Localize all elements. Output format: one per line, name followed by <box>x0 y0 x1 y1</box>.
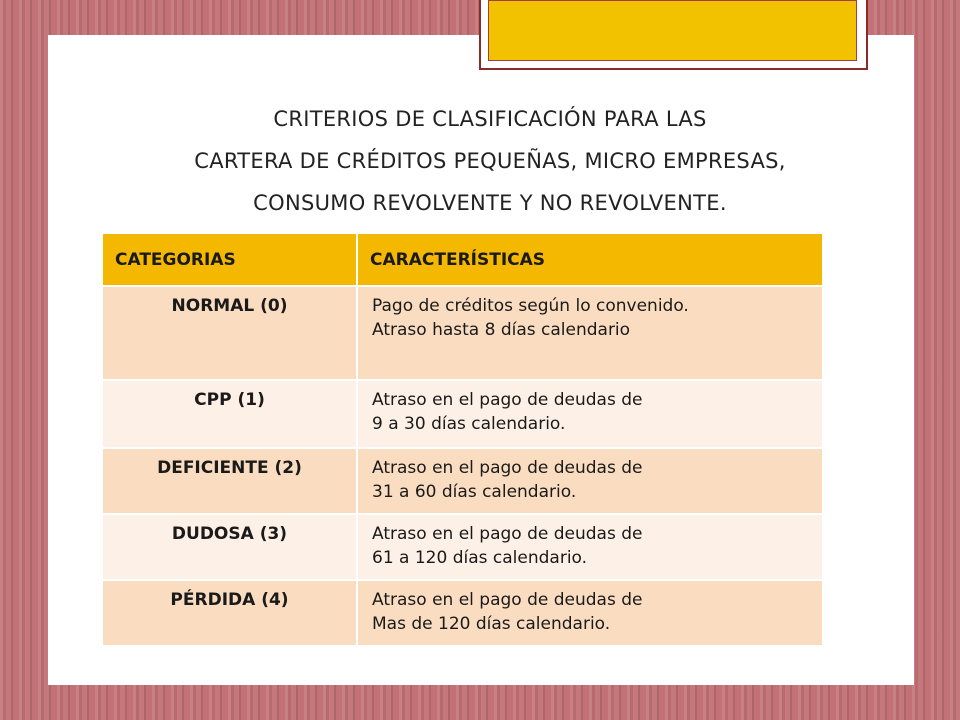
table-row <box>103 380 823 448</box>
description-cell <box>357 448 823 514</box>
description-line-2: 9 a 30 días calendario. <box>372 414 566 434</box>
title-line-2: CARTERA DE CRÉDITOS PEQUEÑAS, MICRO EMPRESAS, <box>194 149 786 173</box>
description-cell <box>357 514 823 580</box>
table-row <box>103 286 823 380</box>
category-cell: PÉRDIDA (4) <box>103 580 357 646</box>
header-categorias: CATEGORIAS <box>103 234 357 286</box>
description-cell <box>357 380 823 448</box>
table-header-row <box>103 234 823 286</box>
table-row <box>103 448 823 514</box>
title-line-3: CONSUMO REVOLVENTE Y NO REVOLVENTE. <box>253 191 727 215</box>
description-line-1: Atraso en el pago de deudas de <box>372 458 643 478</box>
category-cell: CPP (1) <box>103 380 357 448</box>
description-line-2: 31 a 60 días calendario. <box>372 482 577 502</box>
header-caracteristicas: CARACTERÍSTICAS <box>357 234 823 286</box>
table-row <box>103 514 823 580</box>
category-cell: DUDOSA (3) <box>103 514 357 580</box>
description-line-2: Atraso hasta 8 días calendario <box>372 320 631 340</box>
description-line-1: Atraso en el pago de deudas de <box>372 590 643 610</box>
description-line-2: 61 a 120 días calendario. <box>372 548 588 568</box>
yellow-title-box <box>488 0 857 61</box>
description-line-1: Atraso en el pago de deudas de <box>372 390 643 410</box>
description-cell <box>357 580 823 646</box>
title-line-1: CRITERIOS DE CLASIFICACIÓN PARA LAS <box>273 107 707 131</box>
table-row <box>103 580 823 646</box>
description-cell <box>357 286 823 380</box>
description-line-2: Mas de 120 días calendario. <box>372 614 611 634</box>
category-cell: NORMAL (0) <box>103 286 357 380</box>
description-line-1: Pago de créditos según lo convenido. <box>372 296 689 316</box>
slide-title <box>100 98 880 224</box>
classification-table <box>103 234 824 647</box>
category-cell: DEFICIENTE (2) <box>103 448 357 514</box>
description-line-1: Atraso en el pago de deudas de <box>372 524 643 544</box>
